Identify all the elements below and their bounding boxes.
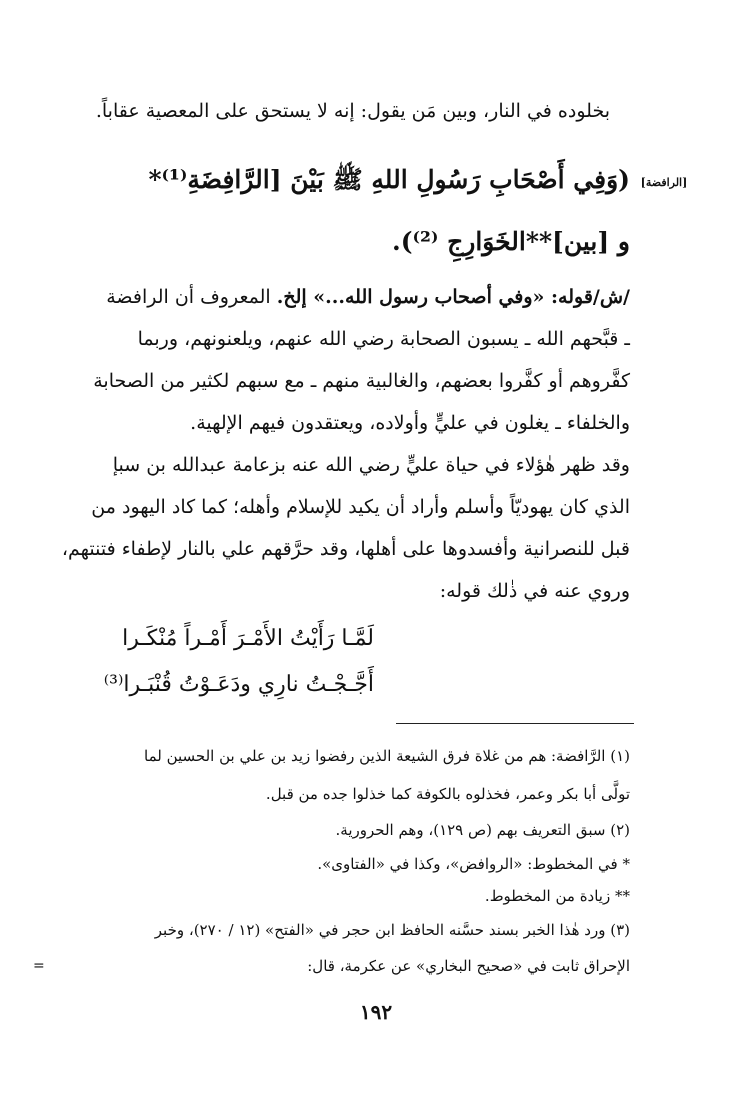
- footnote-1-line-2: تولَّى أبا بكر وعمر، فخذلوه بالكوفة كما خذلوا جده من قبل.: [265, 785, 630, 803]
- continuation-mark: =: [33, 958, 45, 974]
- footnote-3-line-1: (٣) ورد هٰذا الخبر بسند حسَّنه الحافظ ابن حجر في «الفتح» (١٢ / ٢٧٠)، وخبر: [154, 921, 630, 939]
- footnote-2: (٢) سبق التعريف بهم (ص ١٢٩)، وهم الحرورية.: [335, 821, 630, 839]
- verse-line-1: (وَفِي أَصْحَابِ رَسُولِ اللهِ ﷺ بَيْنَ [الرَّافِضَةِ⁽¹⁾*: [148, 165, 630, 194]
- page-number: ١٩٢: [359, 1000, 393, 1024]
- footnote-3-line-2: الإحراق ثابت في «صحيح البخاري» عن عكرمة، قال:: [307, 957, 630, 975]
- footnote-separator: [396, 723, 634, 724]
- commentary-line-1: [106, 282, 630, 312]
- commentary-line-4: والخلفاء ـ يغلون في عليٍّ وأولاده، ويعتقدون فيهم الإلهية.: [190, 412, 630, 434]
- paragraph2-line-4: وروي عنه في ذٰلك قوله:: [439, 580, 630, 602]
- commentary-quote: /ش/قوله: «وفي أصحاب رسول الله...» إلخ.: [276, 286, 630, 308]
- verse-line-2: و [بين]**الخَوَارِجِ ⁽²⁾).: [392, 227, 630, 256]
- poem-line-1: لَمَّـا رَأَيْتُ الأَمْـرَ أَمْـراً مُنْكَـرا: [122, 626, 374, 651]
- commentary-line-2: ـ قبَّحهم الله ـ يسبون الصحابة رضي الله عنهم، ويلعنونهم، وربما: [137, 328, 630, 350]
- margin-note: [الرافضة]: [640, 176, 688, 189]
- paragraph2-line-3: قبل للنصرانية وأفسدوها على أهلها، وقد حرَّقهم علي بالنار لإطفاء فتنتهم،: [61, 538, 630, 560]
- paragraph2-line-1: وقد ظهر هٰؤلاء في حياة عليٍّ رضي الله عنه بزعامة عبدالله بن سبإ: [112, 454, 630, 476]
- footnote-1-line-1: (١) الرَّافضة: هم من غلاة فرق الشيعة الذين رفضوا زيد بن علي بن الحسين لما: [144, 747, 630, 765]
- footnote-double-star: ** زيادة من المخطوط.: [484, 887, 630, 905]
- poem-line-2: أَجَّـجْـتُ نارِي ودَعَـوْتُ قُنْبَـرا⁽³⁾: [103, 672, 374, 697]
- paragraph2-line-2: الذي كان يهوديّاً وأسلم وأراد أن يكيد للإسلام وأهله؛ كما كاد اليهود من: [91, 496, 630, 518]
- top-line: بخلوده في النار، وبين مَن يقول: إنه لا يستحق على المعصية عقاباً.: [95, 100, 610, 122]
- commentary-text: المعروف أن الرافضة: [106, 286, 271, 308]
- footnote-star: * في المخطوط: «الروافض»، وكذا في «الفتاوى».: [317, 855, 630, 873]
- commentary-line-3: كفَّروهم أو كفَّروا بعضهم، والغالبية منهم ـ مع سبهم لكثير من الصحابة: [93, 370, 630, 392]
